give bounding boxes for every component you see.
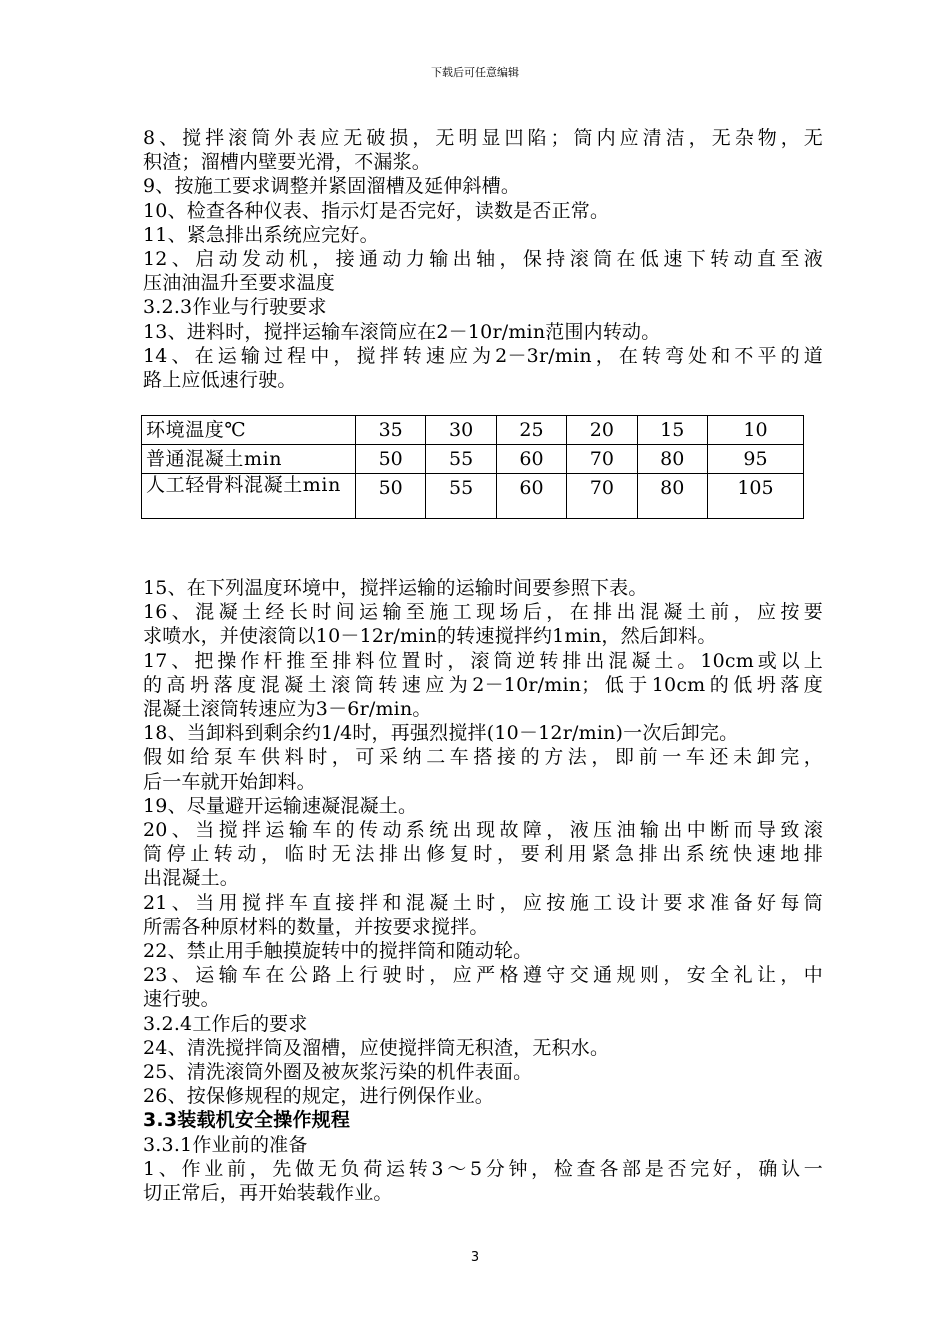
table-cell: 60 xyxy=(496,474,566,519)
table-cell: 15 xyxy=(637,416,707,445)
text-block-bottom xyxy=(143,576,823,1205)
table-cell: 20 xyxy=(567,416,637,445)
table-cell: 105 xyxy=(707,474,803,519)
text-line: 16、混凝土经长时间运输至施工现场后，在排出混凝土前，应按要 xyxy=(143,601,823,624)
text-line: 压油油温升至要求温度 xyxy=(143,272,336,295)
table-cell: 35 xyxy=(356,416,426,445)
table-cell: 50 xyxy=(356,445,426,474)
text-line: 12、启动发动机，接通动力输出轴，保持滚筒在低速下转动直至液 xyxy=(143,248,823,271)
temperature-time-table xyxy=(141,415,804,519)
page-number: 3 xyxy=(470,1250,480,1265)
text-block-top xyxy=(143,126,823,392)
table-cell: 50 xyxy=(356,474,426,519)
section-heading: 3.2.4工作后的要求 xyxy=(143,1012,308,1035)
text-line: 15、在下列温度环境中，搅拌运输的运输时间要参照下表。 xyxy=(143,577,648,599)
table-cell: 80 xyxy=(637,474,707,519)
table-row xyxy=(142,474,804,519)
section-heading: 3.2.3作业与行驶要求 xyxy=(143,296,327,319)
text-line: 速行驶。 xyxy=(143,988,220,1011)
text-line: 的高坍落度混凝土滚筒转速应为2－10r/min；低于10cm的低坍落度 xyxy=(143,673,823,696)
text-line: 26、按保修规程的规定，进行例保作业。 xyxy=(143,1085,494,1108)
text-line: 11、紧急排出系统应完好。 xyxy=(143,223,379,246)
page-header: 下载后可任意编辑 xyxy=(431,66,519,79)
text-line: 后一车就开始卸料。 xyxy=(143,770,316,793)
table-cell: 30 xyxy=(426,416,496,445)
text-line: 10、检查各种仪表、指示灯是否完好，读数是否正常。 xyxy=(143,199,610,222)
row-label: 环境温度℃ xyxy=(142,416,356,445)
text-line: 20、当搅拌运输车的传动系统出现故障，液压油输出中断而导致滚 xyxy=(143,819,823,842)
section-title: 3.3装载机安全操作规程 xyxy=(143,1109,351,1132)
text-line: 混凝土滚筒转速应为3－6r/min。 xyxy=(143,698,432,721)
text-line: 切正常后，再开始装载作业。 xyxy=(143,1182,393,1205)
text-line: 1、作业前，先做无负荷运转3～5分钟，检查各部是否完好，确认一 xyxy=(143,1157,823,1180)
text-line: 所需各种原材料的数量，并按要求搅拌。 xyxy=(143,915,489,938)
text-line: 18、当卸料到剩余约1/4时，再强烈搅拌(10－12r/min)一次后卸完。 xyxy=(143,722,739,745)
row-label: 普通混凝土min xyxy=(142,445,356,474)
table-cell: 25 xyxy=(496,416,566,445)
text-line: 23、运输车在公路上行驶时，应严格遵守交通规则，安全礼让，中 xyxy=(143,964,823,987)
text-line: 9、按施工要求调整并紧固溜槽及延伸斜槽。 xyxy=(143,175,521,198)
table-cell: 80 xyxy=(637,445,707,474)
text-line: 14、在运输过程中，搅拌转速应为2－3r/min，在转弯处和不平的道 xyxy=(143,344,823,367)
table-cell: 55 xyxy=(426,474,496,519)
table-row xyxy=(142,416,804,445)
text-line: 13、进料时，搅拌运输车滚筒应在2－10r/min范围内转动。 xyxy=(143,320,661,343)
text-line: 24、清洗搅拌筒及溜槽，应使搅拌筒无积渣，无积水。 xyxy=(143,1036,610,1059)
text-line: 22、禁止用手触摸旋转中的搅拌筒和随动轮。 xyxy=(143,940,533,963)
text-line: 8、搅拌滚筒外表应无破损，无明显凹陷；筒内应清洁，无杂物，无 xyxy=(143,127,823,149)
text-line: 假如给泵车供料时，可采纳二车搭接的方法，即前一车还未卸完， xyxy=(143,746,823,769)
table-cell: 55 xyxy=(426,445,496,474)
text-line: 积渣；溜槽内壁要光滑，不漏浆。 xyxy=(143,151,432,174)
row-label: 人工轻骨料混凝土min xyxy=(142,474,356,519)
text-line: 求喷水，并使滚筒以10－12r/min的转速搅拌约1min，然后卸料。 xyxy=(143,625,717,648)
section-heading: 3.3.1作业前的准备 xyxy=(143,1133,308,1156)
text-line: 21、当用搅拌车直接拌和混凝土时，应按施工设计要求准备好每筒 xyxy=(143,891,823,914)
text-line: 19、尽量避开运输速凝混凝土。 xyxy=(143,794,418,817)
text-line: 17、把操作杆推至排料位置时，滚筒逆转排出混凝土。10cm或以上 xyxy=(143,649,823,672)
table-cell: 70 xyxy=(567,474,637,519)
text-line: 25、清洗滚筒外圈及被灰浆污染的机件表面。 xyxy=(143,1061,533,1084)
text-line: 筒停止转动，临时无法排出修复时，要利用紧急排出系统快速地排 xyxy=(143,843,823,866)
text-line: 出混凝土。 xyxy=(143,867,240,890)
table-cell: 60 xyxy=(496,445,566,474)
table-cell: 10 xyxy=(707,416,803,445)
table-cell: 70 xyxy=(567,445,637,474)
table-cell: 95 xyxy=(707,445,803,474)
table-row xyxy=(142,445,804,474)
text-line: 路上应低速行驶。 xyxy=(143,369,297,392)
